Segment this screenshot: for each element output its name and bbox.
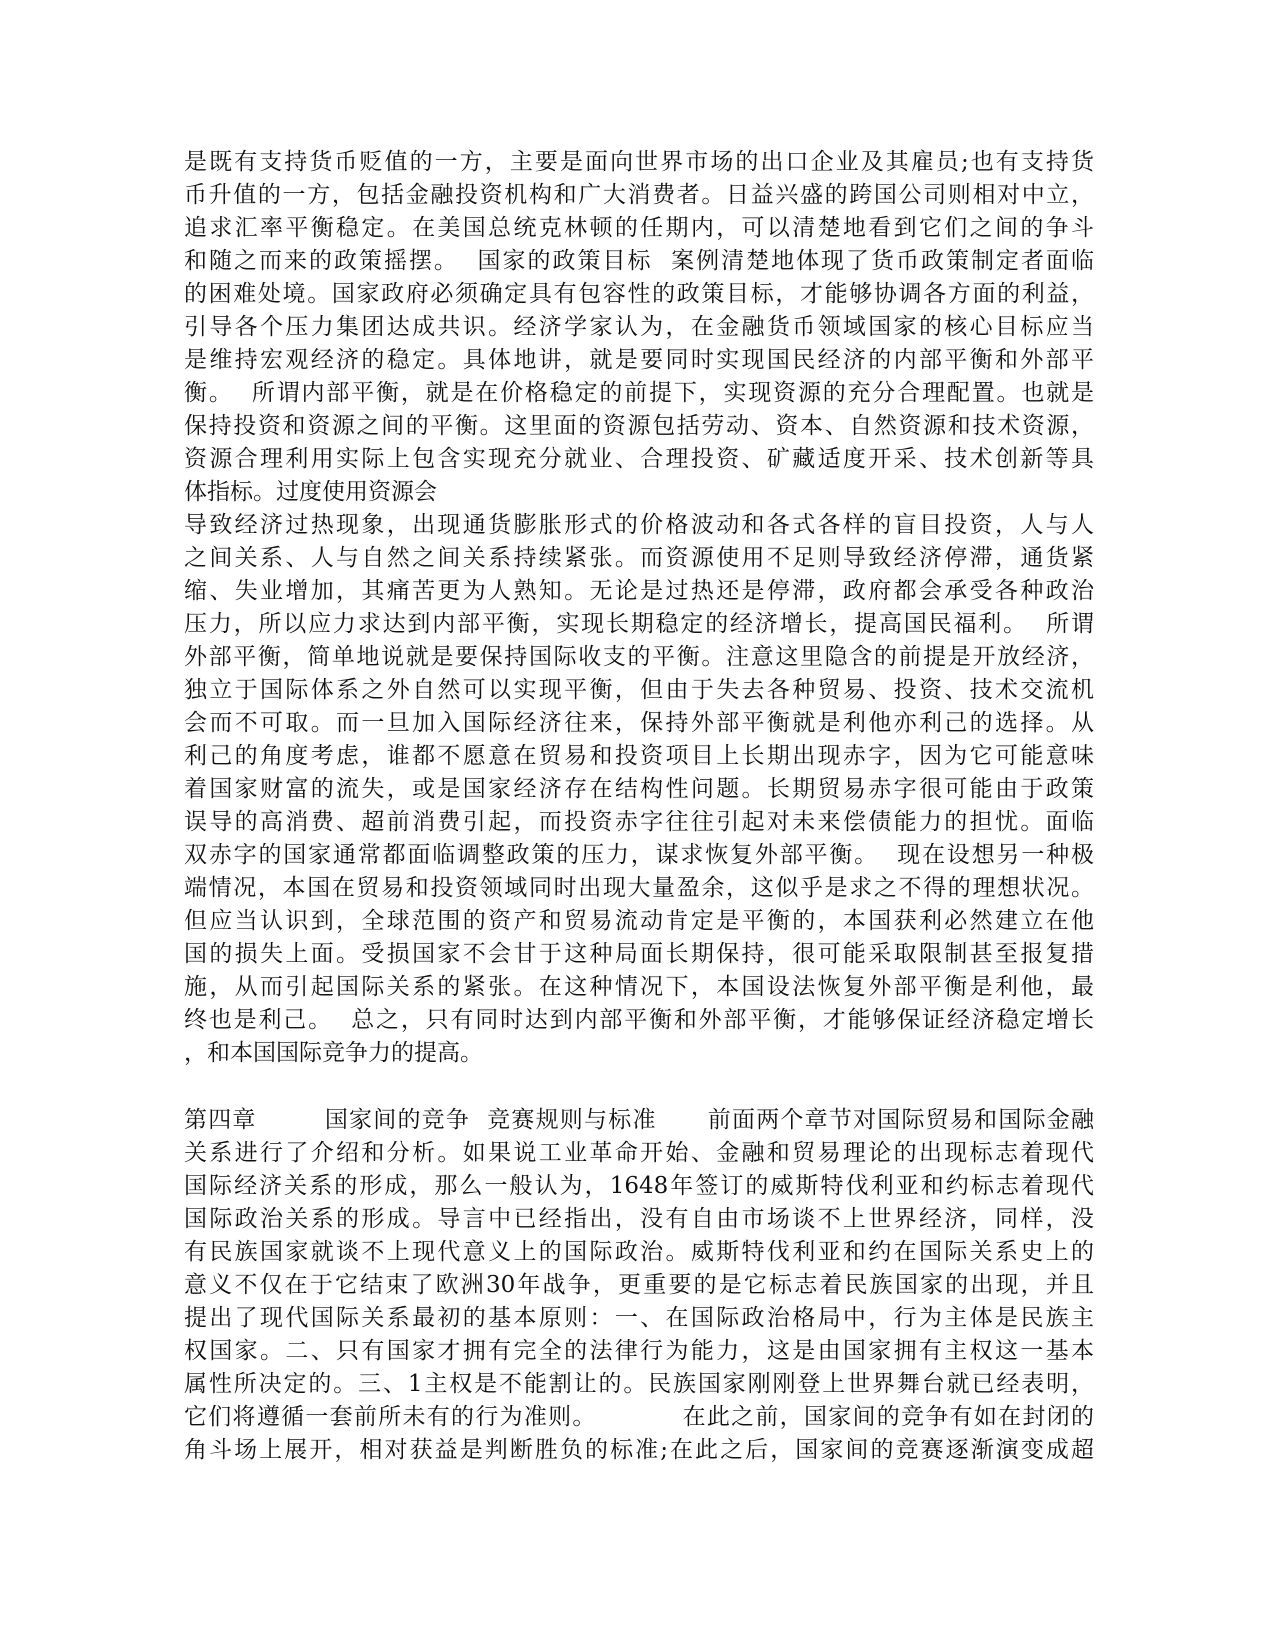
text-line: 着国家财富的流失，或是国家经济存在结构性问题。长期贸易赤字很可能由于政策 — [184, 776, 1094, 802]
text-line: 双赤字的国家通常都面临调整政策的压力，谋求恢复外部平衡。 现在设想另一种极 — [184, 842, 1094, 868]
text-line: 和随之而来的政策摇摆。 国家的政策目标 案例清楚地体现了货币政策制定者面临 — [184, 248, 1094, 274]
text-line: 施，从而引起国际关系的紧张。在这种情况下，本国设法恢复外部平衡是利他，最 — [184, 974, 1094, 1000]
text-line: 缩、失业增加，其痛苦更为人熟知。无论是过热还是停滞，政府都会承受各种政治 — [184, 578, 1094, 604]
text-line: 保持投资和资源之间的平衡。这里面的资源包括劳动、资本、自然资源和技术资源， — [184, 413, 1094, 439]
text-line: 权国家。二、只有国家才拥有完全的法律行为能力，这是由国家拥有主权这一基本 — [184, 1338, 1094, 1364]
text-line: 角斗场上展开，相对获益是判断胜负的标准;在此之后，国家间的竞赛逐渐演变成超 — [184, 1437, 1094, 1463]
chapter-heading-line: 第四章 国家间的竞争 竞赛规则与标准 前面两个章节对国际贸易和国际金融 — [184, 1107, 1094, 1133]
text-line: 体指标。过度使用资源会 — [184, 479, 437, 505]
text-line: 国的损失上面。受损国家不会甘于这种局面长期保持，很可能采取限制甚至报复措 — [184, 941, 1094, 967]
text-line: ，和本国国际竞争力的提高。 — [184, 1040, 483, 1066]
text-line: 国际经济关系的形成，那么一般认为，1648年签订的威斯特伐利亚和约标志着现代 — [184, 1173, 1094, 1199]
text-line: 币升值的一方，包括金融投资机构和广大消费者。日益兴盛的跨国公司则相对中立， — [184, 182, 1094, 208]
text-line: 属性所决定的。三、1主权是不能割让的。民族国家刚刚登上世界舞台就已经表明， — [184, 1371, 1094, 1397]
text-line: 误导的高消费、超前消费引起，而投资赤字往往引起对未来偿债能力的担忧。面临 — [184, 809, 1094, 835]
text-line: 但应当认识到，全球范围的资产和贸易流动肯定是平衡的，本国获利必然建立在他 — [184, 908, 1094, 934]
paragraph-3 — [184, 1104, 1094, 1467]
text-line: 是既有支持货币贬值的一方，主要是面向世界市场的出口企业及其雇员;也有支持货 — [184, 149, 1094, 175]
paragraph-2 — [184, 509, 1094, 1070]
text-line: 会而不可取。而一旦加入国际经济往来，保持外部平衡就是利他亦利己的选择。从 — [184, 710, 1094, 736]
text-line: 终也是利己。 总之，只有同时达到内部平衡和外部平衡，才能够保证经济稳定增长 — [184, 1007, 1094, 1033]
text-line: 导致经济过热现象，出现通货膨胀形式的价格波动和各式各样的盲目投资，人与人 — [184, 512, 1094, 538]
text-line: 关系进行了介绍和分析。如果说工业革命开始、金融和贸易理论的出现标志着现代 — [184, 1140, 1094, 1166]
text-line: 之间关系、人与自然之间关系持续紧张。而资源使用不足则导致经济停滞，通货紧 — [184, 545, 1094, 571]
text-line: 引导各个压力集团达成共识。经济学家认为，在金融货币领域国家的核心目标应当 — [184, 314, 1094, 340]
text-line: 提出了现代国际关系最初的基本原则：一、在国际政治格局中，行为主体是民族主 — [184, 1305, 1094, 1331]
text-line: 压力，所以应力求达到内部平衡，实现长期稳定的经济增长，提高国民福利。 所谓 — [184, 611, 1094, 637]
text-line: 资源合理利用实际上包含实现充分就业、合理投资、矿藏适度开采、技术创新等具 — [184, 446, 1094, 472]
text-line: 端情况，本国在贸易和投资领域同时出现大量盈余，这似乎是求之不得的理想状况。 — [184, 875, 1094, 901]
text-line: 它们将遵循一套前所未有的行为准则。 在此之前，国家间的竞争有如在封闭的 — [184, 1404, 1094, 1430]
text-line: 有民族国家就谈不上现代意义上的国际政治。威斯特伐利亚和约在国际关系史上的 — [184, 1239, 1094, 1265]
paragraph-1 — [184, 146, 1094, 509]
text-line: 衡。 所谓内部平衡，就是在价格稳定的前提下，实现资源的充分合理配置。也就是 — [184, 380, 1094, 406]
text-line: 是维持宏观经济的稳定。具体地讲，就是要同时实现国民经济的内部平衡和外部平 — [184, 347, 1094, 373]
text-line: 追求汇率平衡稳定。在美国总统克林顿的任期内，可以清楚地看到它们之间的争斗 — [184, 215, 1094, 241]
text-line: 利己的角度考虑，谁都不愿意在贸易和投资项目上长期出现赤字，因为它可能意味 — [184, 743, 1094, 769]
text-line: 的困难处境。国家政府必须确定具有包容性的政策目标，才能够协调各方面的利益， — [184, 281, 1094, 307]
text-line: 独立于国际体系之外自然可以实现平衡，但由于失去各种贸易、投资、技术交流机 — [184, 677, 1094, 703]
text-line: 国际政治关系的形成。导言中已经指出，没有自由市场谈不上世界经济，同样，没 — [184, 1206, 1094, 1232]
text-line: 意义不仅在于它结束了欧洲30年战争，更重要的是它标志着民族国家的出现，并且 — [184, 1272, 1094, 1298]
text-line: 外部平衡，简单地说就是要保持国际收支的平衡。注意这里隐含的前提是开放经济， — [184, 644, 1094, 670]
